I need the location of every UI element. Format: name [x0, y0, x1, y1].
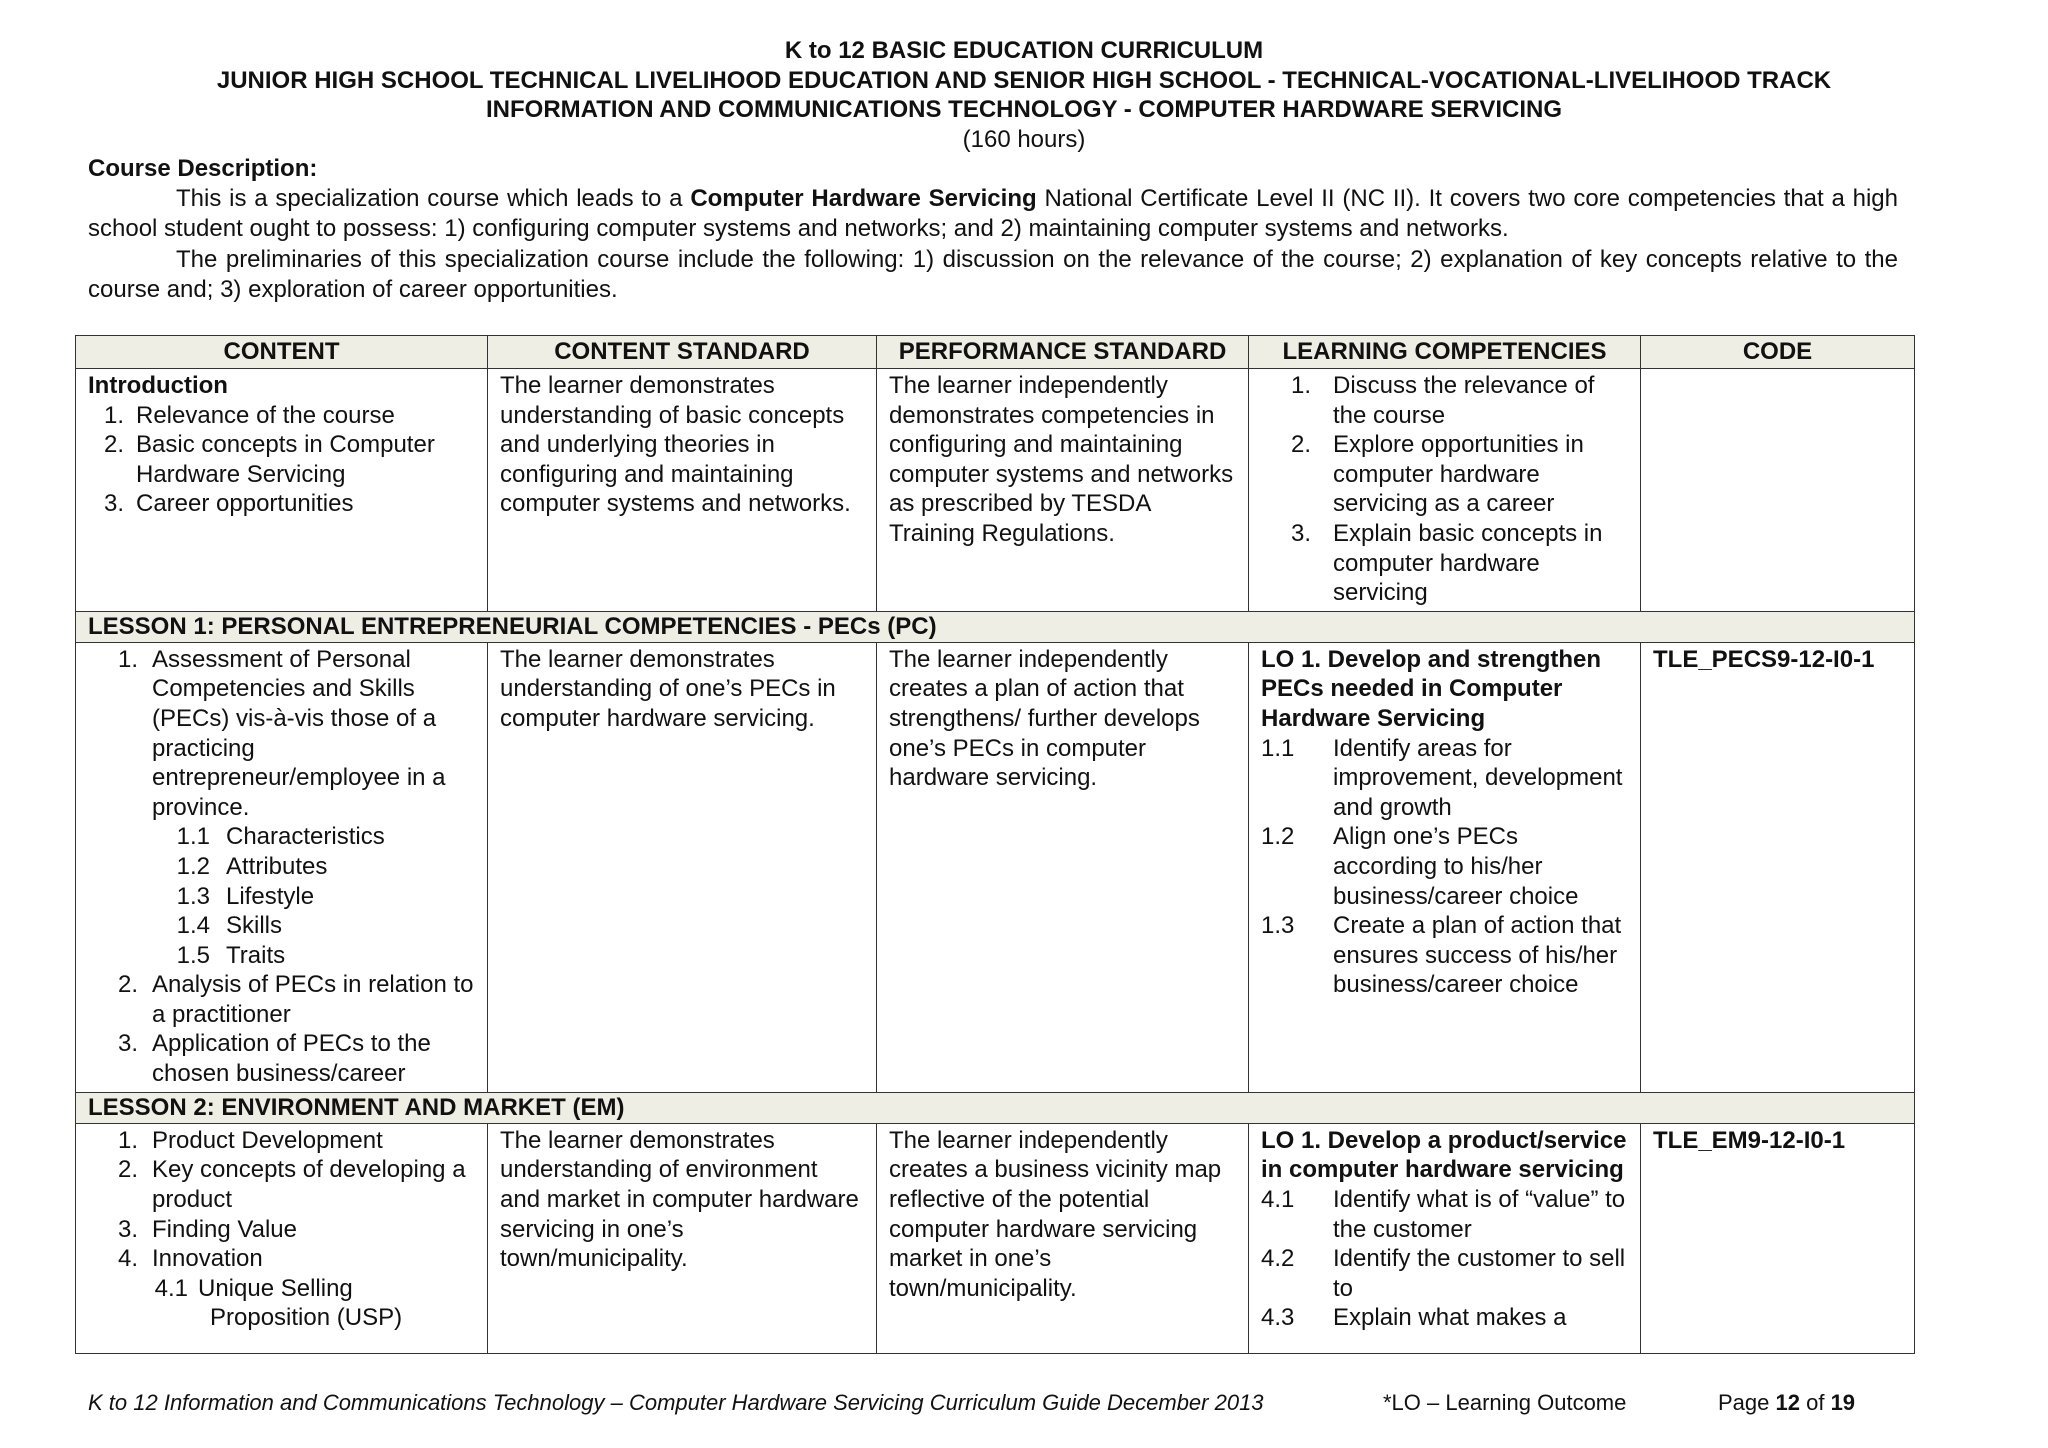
footer-page-number	[1718, 1390, 1855, 1416]
list-item: 3. Finding Value	[88, 1215, 475, 1245]
list-item: 4. Innovation	[88, 1244, 475, 1274]
sub-item-number: 4.1	[154, 1274, 188, 1302]
lo-item-text: Identify the customer to sell to	[1333, 1245, 1626, 1302]
sub-item-number: 1.5	[176, 941, 210, 969]
page-label: Page	[1718, 1390, 1776, 1415]
sub-item-text: Traits	[226, 941, 286, 969]
page-current: 12	[1775, 1390, 1800, 1415]
sub-item-text: Lifestyle	[226, 882, 315, 910]
course-description-paragraph-2: The preliminaries of this specialization course include the following: 1) discussion on the relevance of the course; 2) explanation of key concepts relative to the course and; 3) exploration of career opportunities.	[88, 246, 1898, 303]
sub-item-text: Attributes	[226, 852, 328, 880]
list-item	[1261, 1244, 1628, 1303]
list-item-text: Innovation	[152, 1245, 263, 1273]
curriculum-title: K to 12 BASIC EDUCATION CURRICULUM	[784, 37, 1264, 64]
sub-item-text: Unique Selling	[198, 1274, 353, 1302]
lo-item-text: Explain what makes a	[1333, 1304, 1567, 1332]
lesson-2-content-cell	[76, 1123, 488, 1353]
intro-content-standard: The learner demonstrates understanding of basic concepts and underlying theories in configuring and maintaining computer systems and networks.	[488, 369, 877, 612]
list-item: 3. Explain basic concepts in computer hardware servicing	[1261, 519, 1628, 608]
footer-guide-title: K to 12 Information and Communications Technology – Computer Hardware Servicing Curriculum Guide December 2013	[88, 1390, 1264, 1415]
intro-title: Introduction	[88, 372, 228, 399]
lo-item-text: Create a plan of action that ensures success of his/her business/career choice	[1333, 912, 1622, 999]
lesson-2-competencies-cell	[1249, 1123, 1641, 1353]
table-row	[76, 1123, 1915, 1353]
table-row	[76, 642, 1915, 1092]
sub-list-item	[88, 852, 475, 882]
lesson-2-content-standard: The learner demonstrates understanding of environment and market in computer hardware servicing in one’s town/municipality.	[488, 1123, 877, 1353]
lesson-2-code: TLE_EM9-12-I0-1	[1641, 1123, 1915, 1353]
list-item-text: Application of PECs to the chosen business/career	[152, 1030, 431, 1088]
list-item-text: Discuss the relevance of the course	[1333, 372, 1595, 429]
list-item: 1. Assessment of Personal Competencies and Skills (PECs) vis-à-vis those of a practicing entrepreneur/employee in a province.	[88, 645, 475, 823]
lesson-1-competencies-cell	[1249, 642, 1641, 1092]
curriculum-table	[75, 335, 1915, 1354]
list-item: 2. Analysis of PECs in relation to a practitioner	[117, 971, 474, 1028]
intro-code	[1641, 369, 1915, 612]
description-text: National Certificate Level II (NC II). It covers two core competencies that a high school student ought to possess: 1) configuring computer systems and networks; and 2) maintaining computer systems and networks.	[88, 185, 1898, 242]
list-item	[1261, 734, 1628, 823]
lo-item-text: Identify what is of “value” to the customer	[1333, 1185, 1626, 1243]
course-description-heading: Course Description:	[88, 155, 318, 182]
lo-item-text: Identify areas for improvement, development and growth	[1333, 734, 1623, 821]
list-item: 3. Application of PECs to the chosen business/career	[88, 1029, 475, 1088]
intro-performance-standard: The learner independently demonstrates competencies in configuring and maintaining computer systems and networks as prescribed by TESDA Training Regulations.	[877, 369, 1249, 612]
header-content: CONTENT	[76, 336, 488, 369]
lo-item-number: 1.1	[1261, 734, 1295, 762]
list-item-text: Finding Value	[152, 1215, 297, 1243]
sub-item-number: 1.2	[176, 852, 210, 880]
sub-item-number: 1.1	[176, 823, 210, 851]
course-description-paragraph-1	[88, 184, 1898, 244]
list-item: 1. Discuss the relevance of the course	[1261, 371, 1628, 430]
lo-item-text: Align one’s PECs according to his/her business/career choice	[1333, 823, 1579, 910]
list-item: 2. Explore opportunities in computer hardware servicing as a career	[1261, 430, 1628, 519]
list-item	[1261, 822, 1628, 911]
lesson-1-title: LESSON 1: PERSONAL ENTREPRENEURIAL COMPETENCIES - PECs (PC)	[76, 611, 1915, 642]
page-total: 19	[1830, 1390, 1856, 1415]
lo-item-number: 4.3	[1261, 1304, 1295, 1332]
list-item	[1261, 911, 1628, 1000]
sub-list-item	[88, 822, 475, 852]
learning-outcome-title: LO 1. Develop and strengthen PECs needed in Computer Hardware Servicing	[1261, 645, 1602, 732]
sub-item-number: 1.4	[176, 912, 210, 940]
list-item-text: Relevance of the course	[136, 401, 395, 429]
learning-outcome-title: LO 1. Develop a product/service in computer hardware servicing	[1261, 1126, 1627, 1184]
lesson-2-heading-row	[76, 1092, 1915, 1123]
sub-list-item	[88, 882, 475, 912]
sub-list-item	[88, 941, 475, 971]
course-title: INFORMATION AND COMMUNICATIONS TECHNOLOGY - COMPUTER HARDWARE SERVICING	[486, 96, 1562, 123]
list-item-text: Product Development	[152, 1126, 383, 1154]
lesson-1-content-cell	[76, 642, 488, 1092]
table-header-row	[76, 336, 1915, 369]
lesson-1-content-standard: The learner demonstrates understanding of one’s PECs in computer hardware servicing.	[488, 642, 877, 1092]
header-code: CODE	[1641, 336, 1915, 369]
lesson-2-performance-standard: The learner independently creates a business vicinity map reflective of the potential computer hardware servicing market in one’s town/municipality.	[877, 1123, 1249, 1353]
lesson-2-title: LESSON 2: ENVIRONMENT AND MARKET (EM)	[76, 1092, 1915, 1123]
list-item-text: Assessment of Personal Competencies and Skills (PECs) vis-à-vis those of a practicing entrepreneur/employee in a province.	[152, 645, 446, 821]
table-row	[76, 369, 1915, 612]
list-item-text: Explain basic concepts in computer hardware servicing	[1333, 519, 1603, 607]
sub-item-text: Skills	[226, 912, 283, 940]
list-item-text: Explore opportunities in computer hardware servicing as a career	[1333, 431, 1584, 518]
sub-item-continuation: Proposition (USP)	[210, 1304, 403, 1332]
list-item: 2. Basic concepts in Computer Hardware Servicing	[88, 430, 475, 489]
list-item-text: Analysis of PECs in relation to a practitioner	[152, 971, 474, 1028]
list-item: 1. Product Development	[88, 1126, 475, 1156]
lesson-1-code: TLE_PECS9-12-I0-1	[1641, 642, 1915, 1092]
description-bold-text: Computer Hardware Servicing	[690, 185, 1037, 212]
list-item: 1. Relevance of the course	[88, 401, 475, 431]
lo-item-number: 1.2	[1261, 823, 1295, 851]
list-item	[1261, 1185, 1628, 1244]
sub-item-text: Characteristics	[226, 823, 385, 851]
lo-item-number: 1.3	[1261, 912, 1295, 940]
course-hours: (160 hours)	[962, 126, 1086, 153]
header-performance-standard: PERFORMANCE STANDARD	[877, 336, 1249, 369]
list-item: 2. Key concepts of developing a product	[88, 1155, 475, 1214]
lo-item-number: 4.2	[1261, 1245, 1295, 1273]
sub-list-item	[88, 911, 475, 941]
lesson-1-performance-standard: The learner independently creates a plan of action that strengthens/ further develops one’s PECs in computer hardware servicing.	[877, 642, 1249, 1092]
list-item-text: Key concepts of developing a product	[152, 1156, 466, 1213]
header-content-standard: CONTENT STANDARD	[488, 336, 877, 369]
sub-item-number: 1.3	[176, 882, 210, 910]
intro-competencies-cell	[1249, 369, 1641, 612]
intro-content-cell	[76, 369, 488, 612]
list-item: 3. Career opportunities	[88, 489, 475, 519]
page-separator: of	[1799, 1390, 1831, 1415]
lo-item-number: 4.1	[1261, 1185, 1295, 1213]
list-item-text: Basic concepts in Computer Hardware Servicing	[136, 431, 435, 488]
header-learning-competencies: LEARNING COMPETENCIES	[1249, 336, 1641, 369]
lesson-1-heading-row	[76, 611, 1915, 642]
list-item-text: Career opportunities	[136, 490, 354, 518]
footer-lo-note: *LO – Learning Outcome	[1383, 1390, 1627, 1415]
description-text: This is a specialization course which leads to a	[176, 185, 691, 212]
list-item	[1261, 1303, 1628, 1333]
sub-list-item	[88, 1274, 475, 1304]
curriculum-subtitle: JUNIOR HIGH SCHOOL TECHNICAL LIVELIHOOD EDUCATION AND SENIOR HIGH SCHOOL - TECHNICAL-VOCATIONAL-LIVELIHOOD TRACK	[216, 67, 1832, 94]
